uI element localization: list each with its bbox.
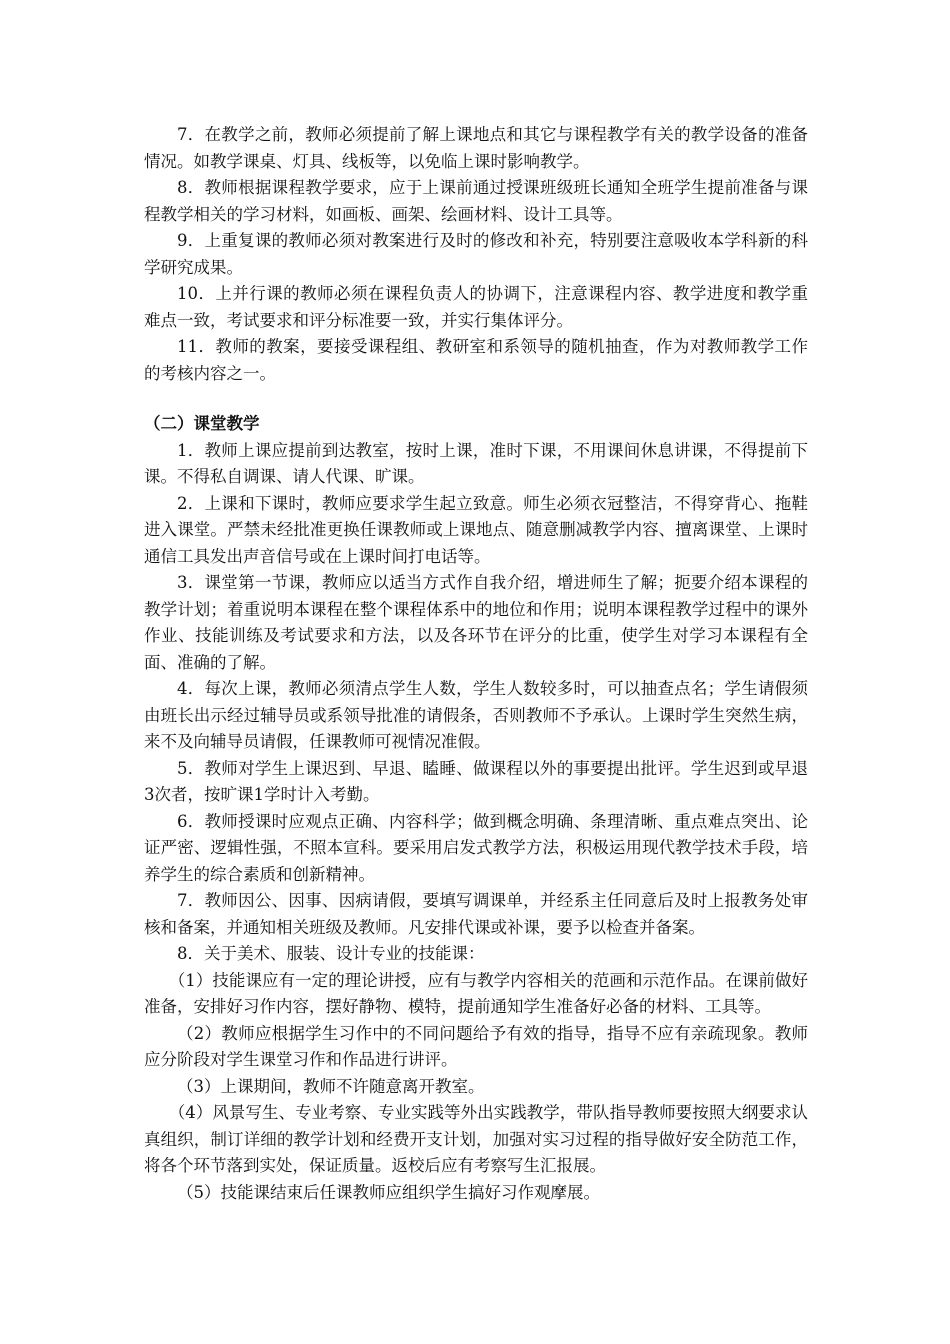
classroom-item-4: 4．每次上课，教师必须清点学生人数，学生人数较多时，可以抽查点名；学生请假须由班长出示经过辅导员或系领导批准的请假条，否则教师不予承认。上课时学生突然生病，来不及向辅导员请假，任课教师可视情况准假。 — [144, 679, 808, 751]
skill-course-subitem-1: （1）技能课应有一定的理论讲授，应有与教学内容相关的范画和示范作品。在课前做好准备，安排好习作内容，摆好静物、模特，提前通知学生准备好必备的材料、工具等。 — [144, 970, 808, 1016]
paragraph-item-9: 9．上重复课的教师必须对教案进行及时的修改和补充，特别要注意吸收本学科新的科学研究成果。 — [144, 231, 808, 277]
classroom-item-8: 8．关于美术、服装、设计专业的技能课： — [177, 944, 485, 963]
section-heading-classroom-teaching: （二）课堂教学 — [144, 414, 260, 433]
skill-course-subitem-4: （4）风景写生、专业考察、专业实践等外出实践教学，带队指导教师要按照大纲要求认真组织，制订详细的教学计划和经费开支计划，加强对实习过程的指导做好安全防范工作，将各个环节落到实处，保证质量。返校后应有考察写生汇报展。 — [144, 1103, 808, 1175]
section-spacer — [144, 387, 808, 411]
skill-course-subitem-2: （2）教师应根据学生习作中的不同问题给予有效的指导，指导不应有亲疏现象。教师应分阶段对学生课堂习作和作品进行讲评。 — [144, 1023, 808, 1069]
paragraph-item-10: 10．上并行课的教师必须在课程负责人的协调下，注意课程内容、教学进度和教学重难点一致，考试要求和评分标准要一致，并实行集体评分。 — [144, 284, 808, 330]
classroom-item-5: 5．教师对学生上课迟到、早退、瞌睡、做课程以外的事要提出批评。学生迟到或早退3次者，按旷课1学时计入考勤。 — [144, 758, 808, 804]
paragraph-item-7: 7．在教学之前，教师必须提前了解上课地点和其它与课程教学有关的教学设备的准备情况。如教学课桌、灯具、线板等，以免临上课时影响教学。 — [144, 125, 808, 171]
classroom-item-3: 3．课堂第一节课，教师应以适当方式作自我介绍，增进师生了解；扼要介绍本课程的教学计划；着重说明本课程在整个课程体系中的地位和作用；说明本课程教学过程中的课外作业、技能训练及考试要求和方法，以及各环节在评分的比重，使学生对学习本课程有全面、准确的了解。 — [144, 573, 808, 672]
classroom-item-1: 1．教师上课应提前到达教室，按时上课，准时下课，不用课间休息讲课，不得提前下课。不得私自调课、请人代课、旷课。 — [144, 440, 808, 486]
classroom-item-2: 2．上课和下课时，教师应要求学生起立致意。师生必须衣冠整洁，不得穿背心、拖鞋进入课堂。严禁未经批准更换任课教师或上课地点、随意删减教学内容、擅离课堂、上课时通信工具发出声音信号或在上课时间打电话等。 — [144, 493, 808, 566]
paragraph-item-11: 11．教师的教案，要接受课程组、教研室和系领导的随机抽查，作为对教师教学工作的考核内容之一。 — [144, 337, 808, 383]
skill-course-subitem-5: （5）技能课结束后任课教师应组织学生搞好习作观摩展。 — [177, 1182, 600, 1202]
skill-course-subitem-3: （3）上课期间，教师不许随意离开教室。 — [177, 1076, 485, 1096]
paragraph-item-8: 8．教师根据课程教学要求，应于上课前通过授课班级班长通知全班学生提前准备与课程教学相关的学习材料，如画板、画架、绘画材料、设计工具等。 — [144, 178, 808, 224]
classroom-item-7: 7．教师因公、因事、因病请假，要填写调课单，并经系主任同意后及时上报教务处审核和备案，并通知相关班级及教师。凡安排代课或补课，要予以检查并备案。 — [144, 891, 808, 937]
classroom-item-6: 6．教师授课时应观点正确、内容科学；做到概念明确、条理清晰、重点难点突出、论证严密、逻辑性强，不照本宣科。要采用启发式教学方法，积极运用现代教学技术手段，培养学生的综合素质和创新精神。 — [144, 811, 808, 884]
document-page — [144, 122, 808, 1206]
